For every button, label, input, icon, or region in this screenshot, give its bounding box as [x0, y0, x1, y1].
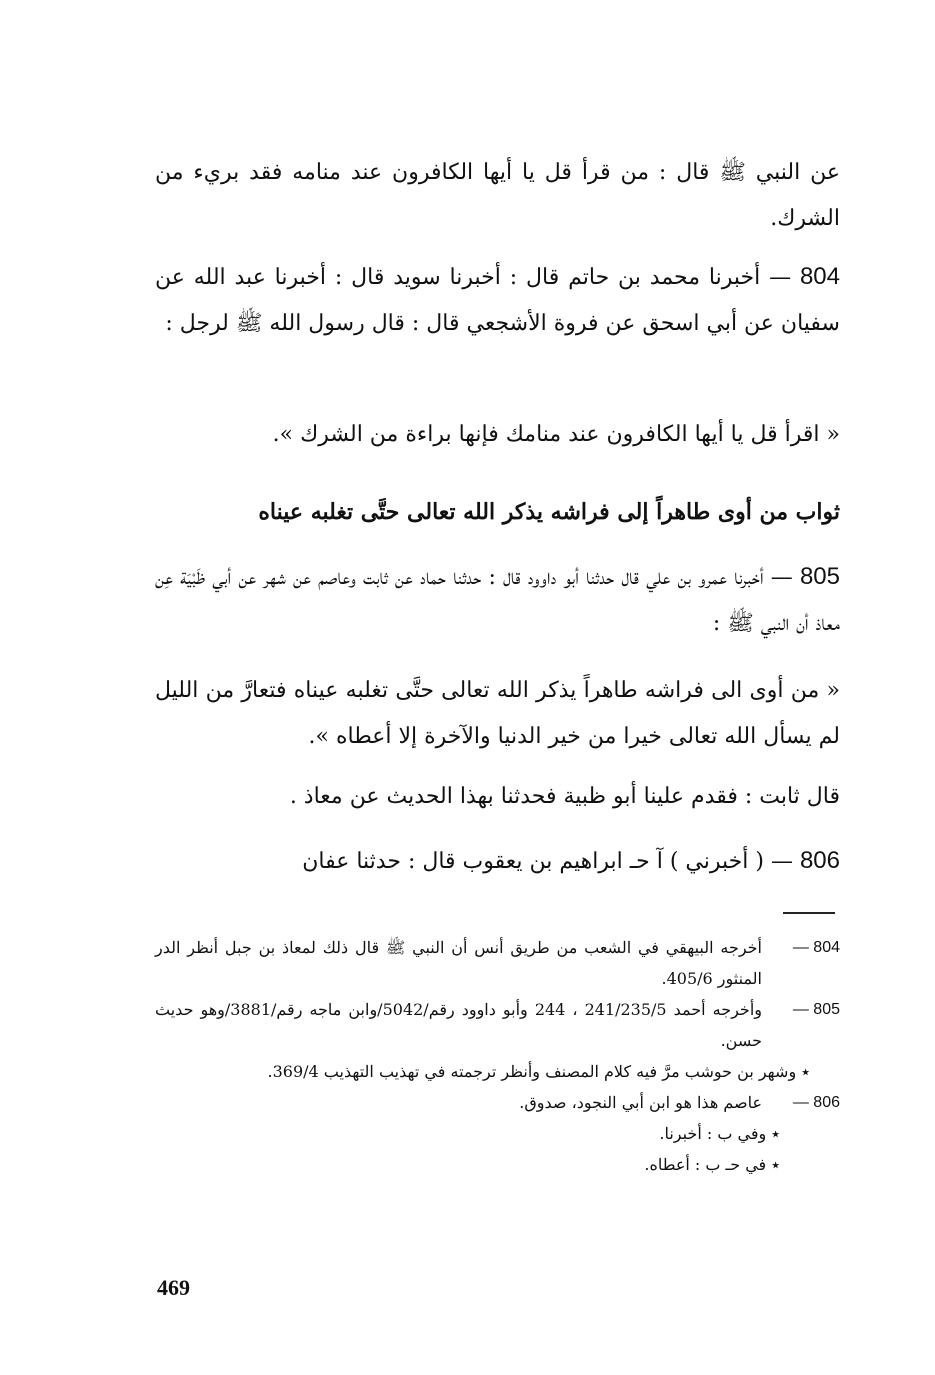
footnote-805 — [155, 994, 840, 1056]
footnotes — [155, 932, 840, 1180]
quote-text: « اقرأ قل يا أيها الكافرون عند منامك فإنها براءة من الشرك ». — [272, 422, 840, 447]
hadith-text: — ( أخبرني ) آ حـ ابراهيم بن يعقوب قال : حدثنا عفان — [302, 849, 793, 874]
paragraph-text: عن النبي ﷺ قال : من قرأ قل يا أيها الكافرون عند منامه فقد بريء من الشرك. — [155, 160, 840, 231]
footnote-divider — [783, 912, 835, 914]
footnote-805-note: ٭ وشهر بن حوشب مرَّ فيه كلام المصنف وأنظر ترجمته في تهذيب التهذيب 369/4. — [267, 1062, 810, 1081]
hadith-804 — [155, 254, 840, 347]
footnote-text: وأخرجه أحمد 241/235/5 ، 244 وأبو داوود رقم/5042/وابن ماجه رقم/3881/وهو حديث حسن. — [155, 1000, 762, 1050]
hadith-number: 806 — [799, 847, 840, 874]
footnote-804 — [155, 932, 840, 994]
hadith-804-quote — [155, 412, 840, 458]
hadith-text: — أخبرنا عمرو بن علي قال حدثنا أبو داوود قال : حدثنا حماد عن ثابت وعاصم عن شهر عن أبي ظَبْيَة عِن معاذ أن النبي ﷺ : — [155, 565, 840, 636]
footnote-marker: 804 — — [792, 939, 840, 956]
footnote-text: عاصم هذا هو ابن أبي النجود، صدوق. — [519, 1093, 762, 1112]
footnote-text: أخرجه البيهقي في الشعب من طريق أنس أن النبي ﷺ قال ذلك لمعاذ بن جبل أنظر الدر المنثور 405/6. — [155, 938, 762, 988]
page-number: 469 — [157, 1275, 190, 1300]
footnote-806 — [155, 1087, 840, 1118]
footnote-806-note-1: ٭ وفي ب : أخبرنا. — [659, 1124, 780, 1143]
hadith-text: — أخبرنا محمد بن حاتم قال : أخبرنا سويد قال : أخبرنا عبد الله عن سفيان عن أبي اسحق عن فروة الأشجعي قال : قال رسول الله ﷺ لرجل : — [155, 265, 840, 336]
hadith-805-comment — [155, 774, 840, 820]
footnote-marker: 806 — — [792, 1094, 840, 1111]
hadith-number: 805 — [799, 563, 840, 590]
hadith-number: 804 — [799, 263, 840, 290]
hadith-805 — [155, 554, 840, 647]
paragraph-803-end — [155, 150, 840, 242]
hadith-806 — [155, 838, 840, 885]
paragraph-text: قال ثابت : فقدم علينا أبو ظبية فحدثنا بهذا الحديث عن معاذ . — [289, 784, 840, 809]
section-heading: ثواب من أوى طاهراً إلى فراشه يذكر الله تعالى حتَّى تغلبه عيناه — [258, 499, 840, 525]
footnote-806-note-2: ٭ في حـ ب : أعطاه. — [644, 1155, 780, 1174]
hadith-805-quote — [155, 668, 840, 760]
quote-text: « من أوى الى فراشه طاهراً يذكر الله تعالى حتَّى تغلبه عيناه فتعارَّ من الليل لم يسأل الله تعالى خيرا من خير الدنيا والآخرة إلا أعطاه ». — [155, 678, 840, 749]
footnote-marker: 805 — — [792, 1001, 840, 1018]
